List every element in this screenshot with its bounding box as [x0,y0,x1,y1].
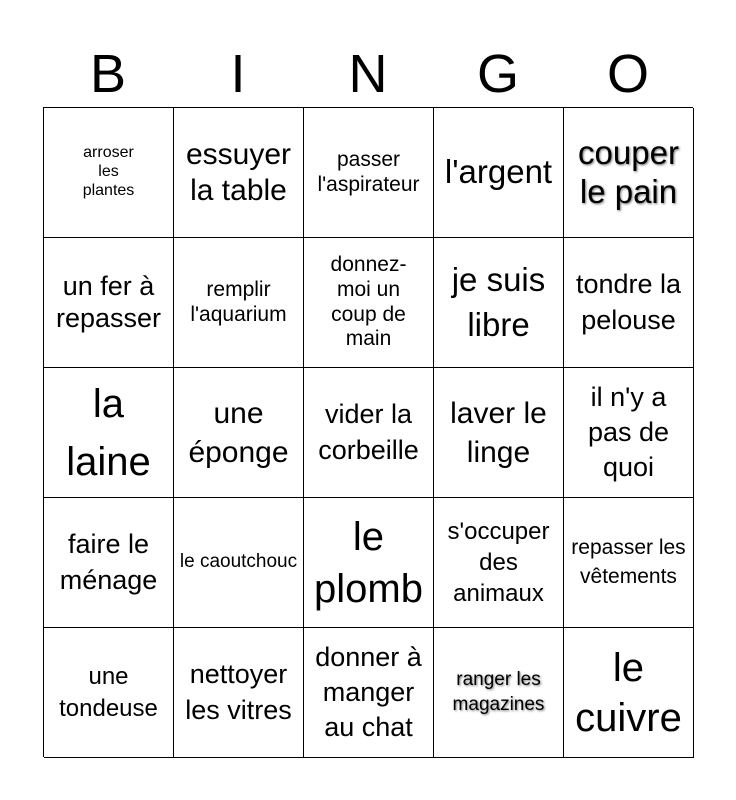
bingo-cell[interactable] [174,368,304,498]
bingo-cell[interactable] [44,238,174,368]
bingo-cell[interactable] [564,628,694,758]
cell-text: s'occuper des animaux [447,517,550,608]
bingo-cell[interactable] [174,628,304,758]
cell-text: essuyer la table [185,138,292,207]
bingo-cell[interactable] [434,238,564,368]
cell-text: l'argent [444,153,553,191]
cell-text: nettoyer les vitres [185,659,292,725]
bingo-cell[interactable] [44,108,174,238]
bingo-cell[interactable] [304,628,434,758]
cell-text: passer l'aspirateur [317,147,420,196]
cell-text: laver le linge [450,396,547,469]
cell-text: tondre la pelouse [575,269,682,335]
bingo-cell[interactable] [434,108,564,238]
header-letter: G [476,44,519,104]
bingo-cell[interactable] [44,368,174,498]
cell-text: remplir l'aquarium [190,277,287,326]
cell-text: vider la corbeille [318,399,419,465]
bingo-cell[interactable] [434,628,564,758]
bingo-cell[interactable] [434,368,564,498]
cell-text: faire le ménage [59,529,158,595]
bingo-cell[interactable] [174,108,304,238]
bingo-header [43,44,693,104]
cell-text: le cuivre [575,645,682,740]
cell-text: la laine [66,381,151,484]
bingo-cell[interactable] [44,498,174,628]
cell-text: couper le pain [578,133,679,210]
bingo-cell[interactable] [434,498,564,628]
cell-text: ranger les magazines [452,668,545,715]
bingo-cell[interactable] [174,498,304,628]
header-letter: I [230,44,246,104]
cell-text: donner à manger au chat [315,641,422,743]
header-letter: N [348,44,388,104]
bingo-cell[interactable] [44,628,174,758]
bingo-cell[interactable] [564,498,694,628]
header-letter: B [89,44,127,104]
bingo-cell[interactable] [564,368,694,498]
bingo-cell[interactable] [304,498,434,628]
bingo-cell[interactable] [304,368,434,498]
header-letter: O [606,44,649,104]
cell-text: il n'y a pas de quoi [587,381,670,483]
cell-text: une éponge [188,396,289,469]
cell-text: un fer à repasser [55,270,162,333]
bingo-cell[interactable] [174,238,304,368]
bingo-cell[interactable] [304,108,434,238]
cell-text: repasser les vêtements [571,536,686,588]
cell-text: une tondeuse [59,663,158,722]
cell-text: donnez-moi un coup de main [330,252,407,351]
cell-text: je suis libre [451,260,546,343]
cell-text: le plomb [314,514,423,611]
bingo-board [43,107,693,757]
bingo-cell[interactable] [304,238,434,368]
bingo-cell[interactable] [564,108,694,238]
bingo-cell[interactable] [564,238,694,368]
cell-text: le caoutchouc [179,551,298,573]
cell-text: arroser les plantes [82,144,135,199]
